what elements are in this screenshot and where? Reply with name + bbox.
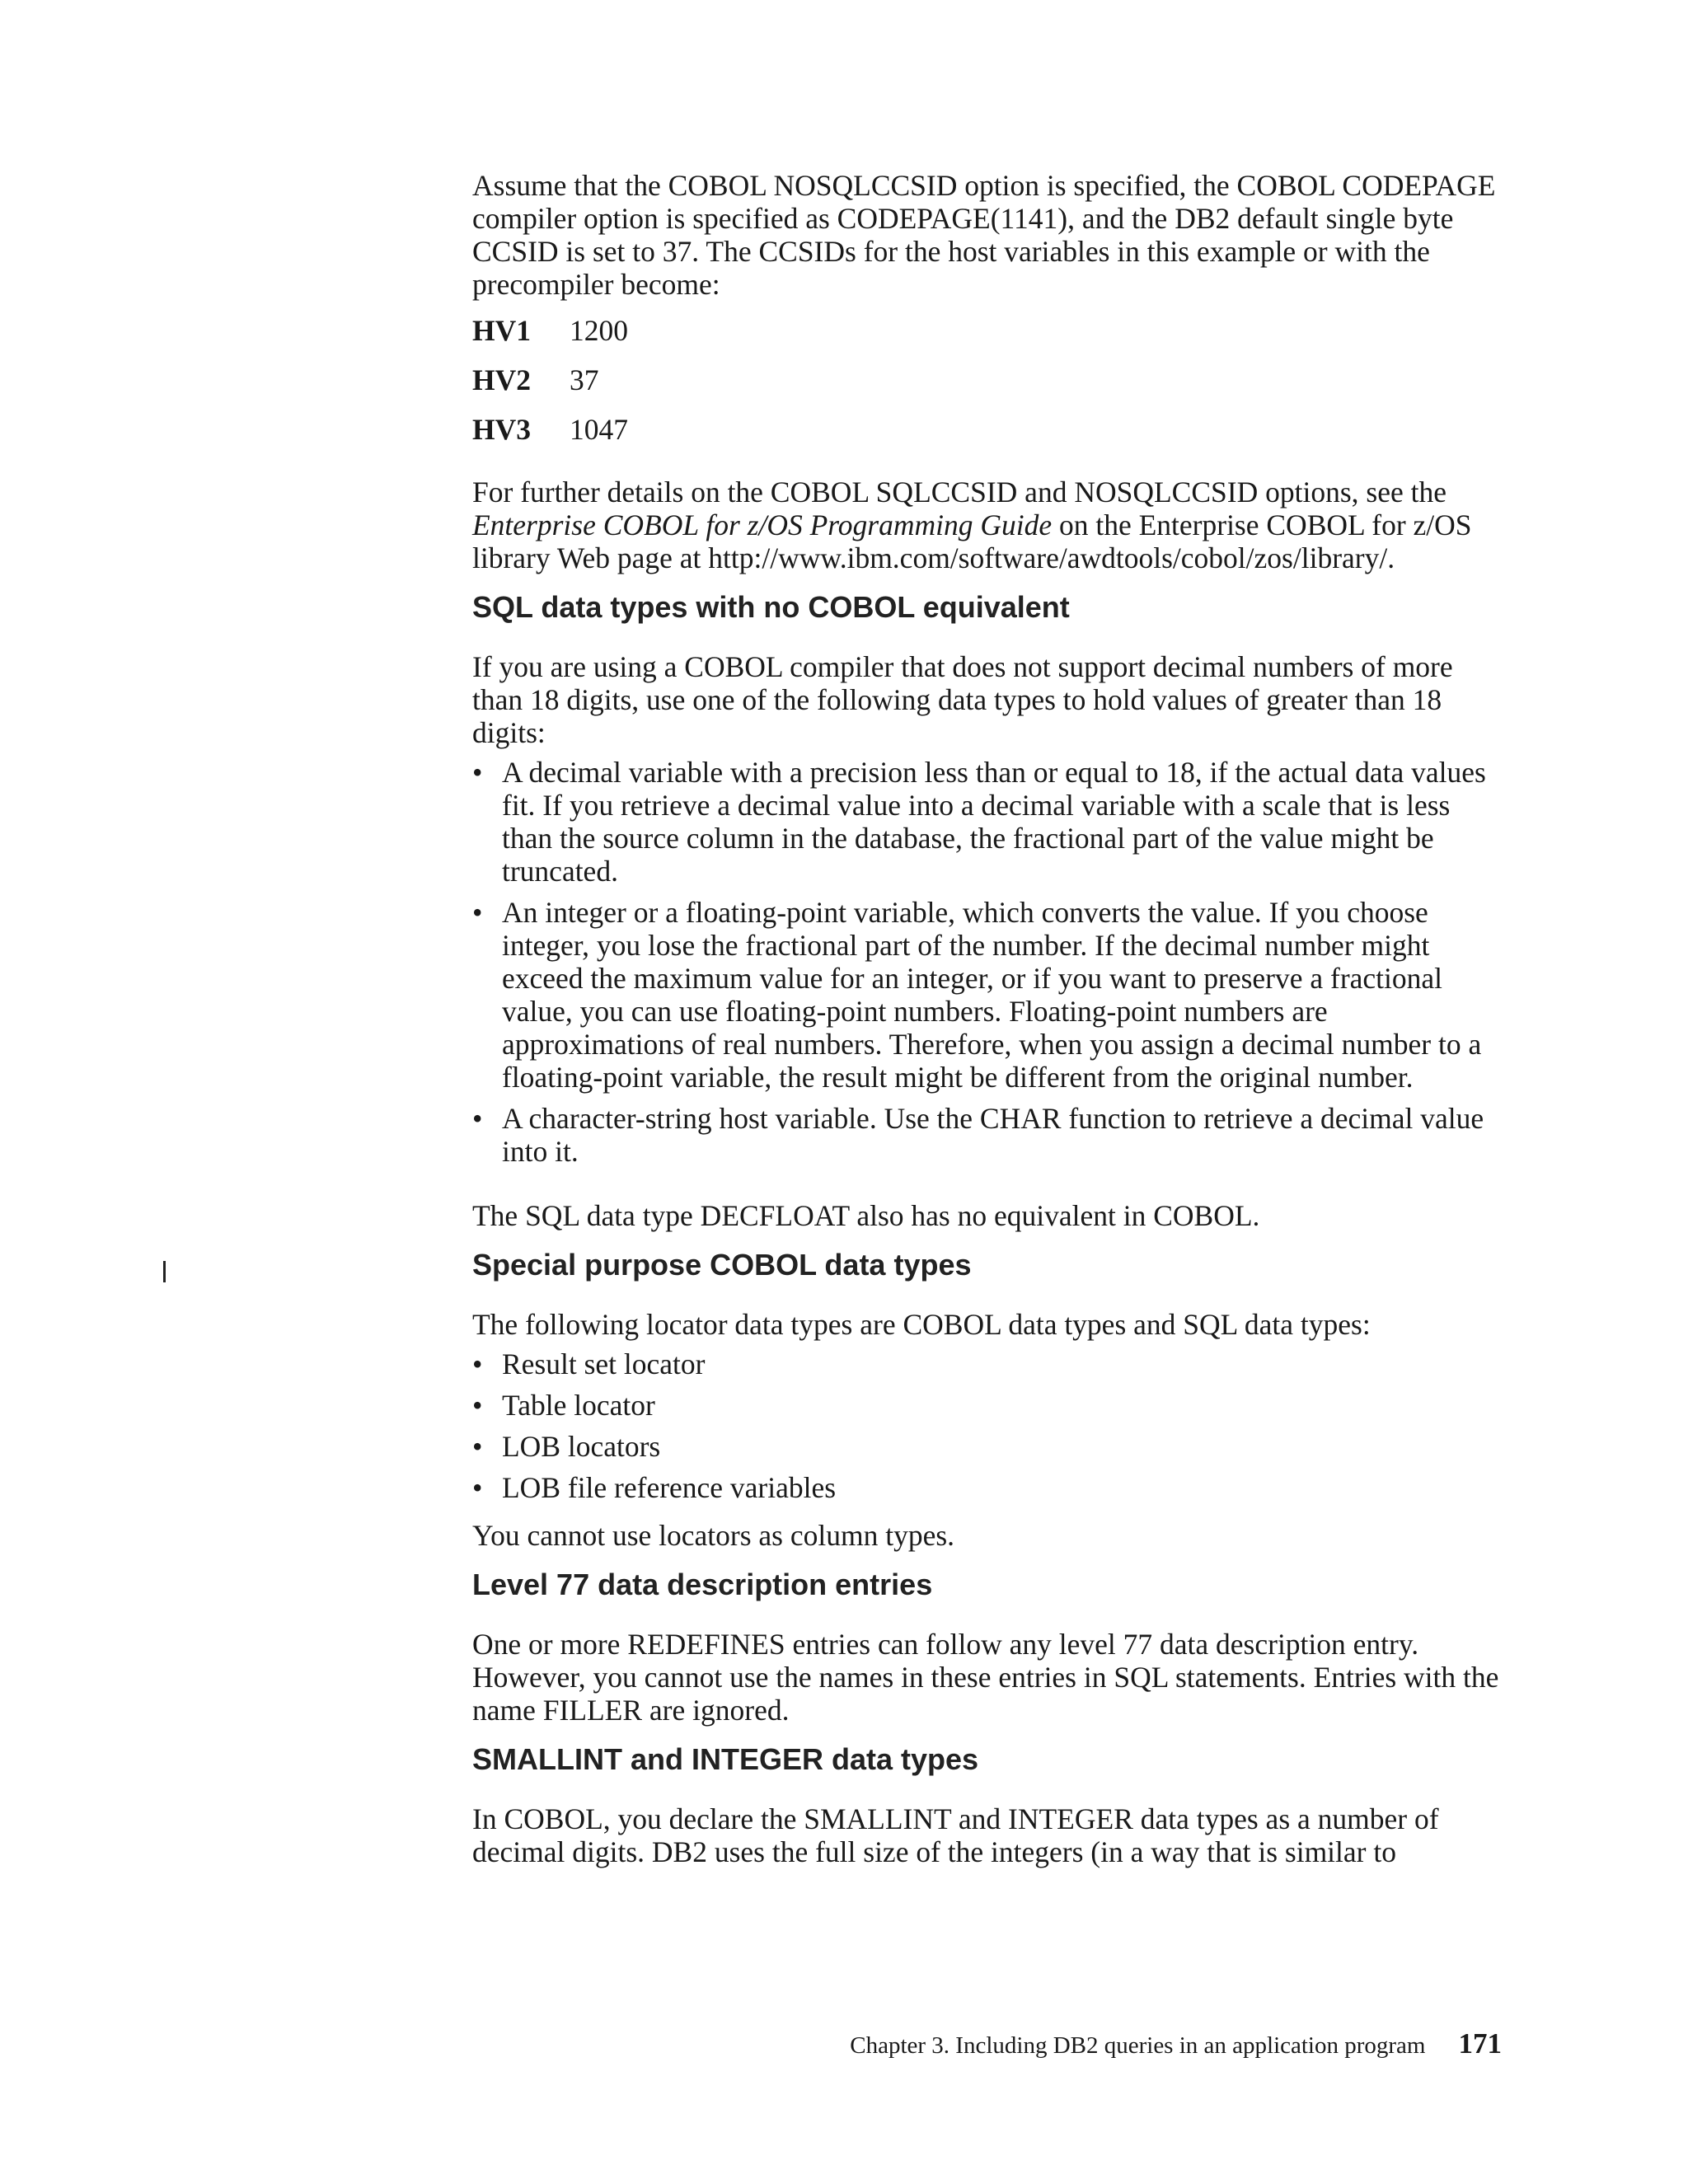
host-var-value: 1200	[570, 314, 628, 347]
list-item: • An integer or a floating-point variable, which converts the value. If you choose integer, you lose the fractional part of the number. If the decimal number might exceed the maximum value for an integer, or if you want to preserve a fractional value, you can use floating-point numbers. Floating-point numbers are approximations of real numbers. Therefore, when you assign a decimal number to a floating-point variable, the result might be different from the original number.	[472, 896, 1482, 1094]
host-var-value: 1047	[570, 413, 628, 446]
section2-list	[472, 1347, 1503, 1504]
list-item: • A decimal variable with a precision less than or equal to 18, if the actual data values fit. If you retrieve a decimal value into a decimal variable with a scale that is less than the source column in the database, the fractional part of the value might be truncated.	[472, 756, 1486, 888]
decfloat-note: The SQL data type DECFLOAT also has no equivalent in COBOL.	[472, 1199, 1260, 1232]
section1-list	[472, 756, 1503, 1168]
page-number: 171	[1458, 2027, 1502, 2060]
heading-special-purpose: Special purpose COBOL data types	[472, 1248, 972, 1282]
further-details-paragraph	[472, 476, 1503, 574]
host-var-row	[472, 363, 1503, 396]
page-footer	[850, 2027, 1502, 2060]
host-var-name: HV1	[472, 314, 531, 347]
text-column	[472, 169, 1503, 1868]
footer-chapter-title: Chapter 3. Including DB2 queries in an application program	[850, 2032, 1426, 2059]
list-item: • Table locator	[472, 1389, 655, 1422]
list-item: • LOB file reference variables	[472, 1471, 837, 1504]
section2-intro: The following locator data types are COBOL data types and SQL data types:	[472, 1308, 1371, 1341]
further-pre: For further details on the COBOL SQLCCSID and NOSQLCCSID options, see the	[472, 476, 1447, 509]
bullet-glyph: •	[472, 1389, 483, 1422]
bullet-glyph: •	[472, 756, 483, 789]
host-var-row	[472, 413, 1503, 446]
host-var-value: 37	[570, 363, 599, 396]
further-post: on the Enterprise COBOL for z/OS library Web page at http://www.ibm.com/software/awdtools/cobol/zos/library/.	[472, 509, 1472, 574]
guide-title: Enterprise COBOL for z/OS Programming Guide	[472, 509, 1053, 541]
bullet-glyph: •	[472, 1347, 483, 1380]
heading-level-77: Level 77 data description entries	[472, 1568, 933, 1601]
bullet-glyph: •	[472, 1430, 483, 1463]
heading-no-cobol-equivalent: SQL data types with no COBOL equivalent	[472, 590, 1070, 624]
section1-intro: If you are using a COBOL compiler that does not support decimal numbers of more than 18 digits, use one of the following data types to hold values of greater than 18 digits:	[472, 650, 1453, 749]
bullet-glyph: •	[472, 1102, 483, 1135]
heading-smallint-integer: SMALLINT and INTEGER data types	[472, 1742, 979, 1776]
section3-body: One or more REDEFINES entries can follow any level 77 data description entry. However, you cannot use the names in these entries in SQL statements. Entries with the name FILLER are ignored.	[472, 1628, 1499, 1727]
section4-body: In COBOL, you declare the SMALLINT and INTEGER data types as a number of decimal digits. DB2 uses the full size of the integers (in a way that is similar to	[472, 1802, 1439, 1868]
section2-outro: You cannot use locators as column types.	[472, 1519, 955, 1552]
host-var-name: HV2	[472, 363, 531, 396]
host-var-row	[472, 314, 1503, 347]
list-item: • LOB locators	[472, 1430, 661, 1463]
list-item: • A character-string host variable. Use the CHAR function to retrieve a decimal value into it.	[472, 1102, 1484, 1168]
bullet-glyph: •	[472, 1471, 483, 1504]
revision-bar	[163, 1261, 166, 1282]
intro-paragraph: Assume that the COBOL NOSQLCCSID option is specified, the COBOL CODEPAGE compiler option is specified as CODEPAGE(1141), and the DB2 default single byte CCSID is set to 37. The CCSIDs for the host variables in this example or with the precompiler become:	[472, 169, 1496, 301]
bullet-glyph: •	[472, 896, 483, 929]
list-item: • Result set locator	[472, 1347, 706, 1380]
host-var-name: HV3	[472, 413, 531, 446]
